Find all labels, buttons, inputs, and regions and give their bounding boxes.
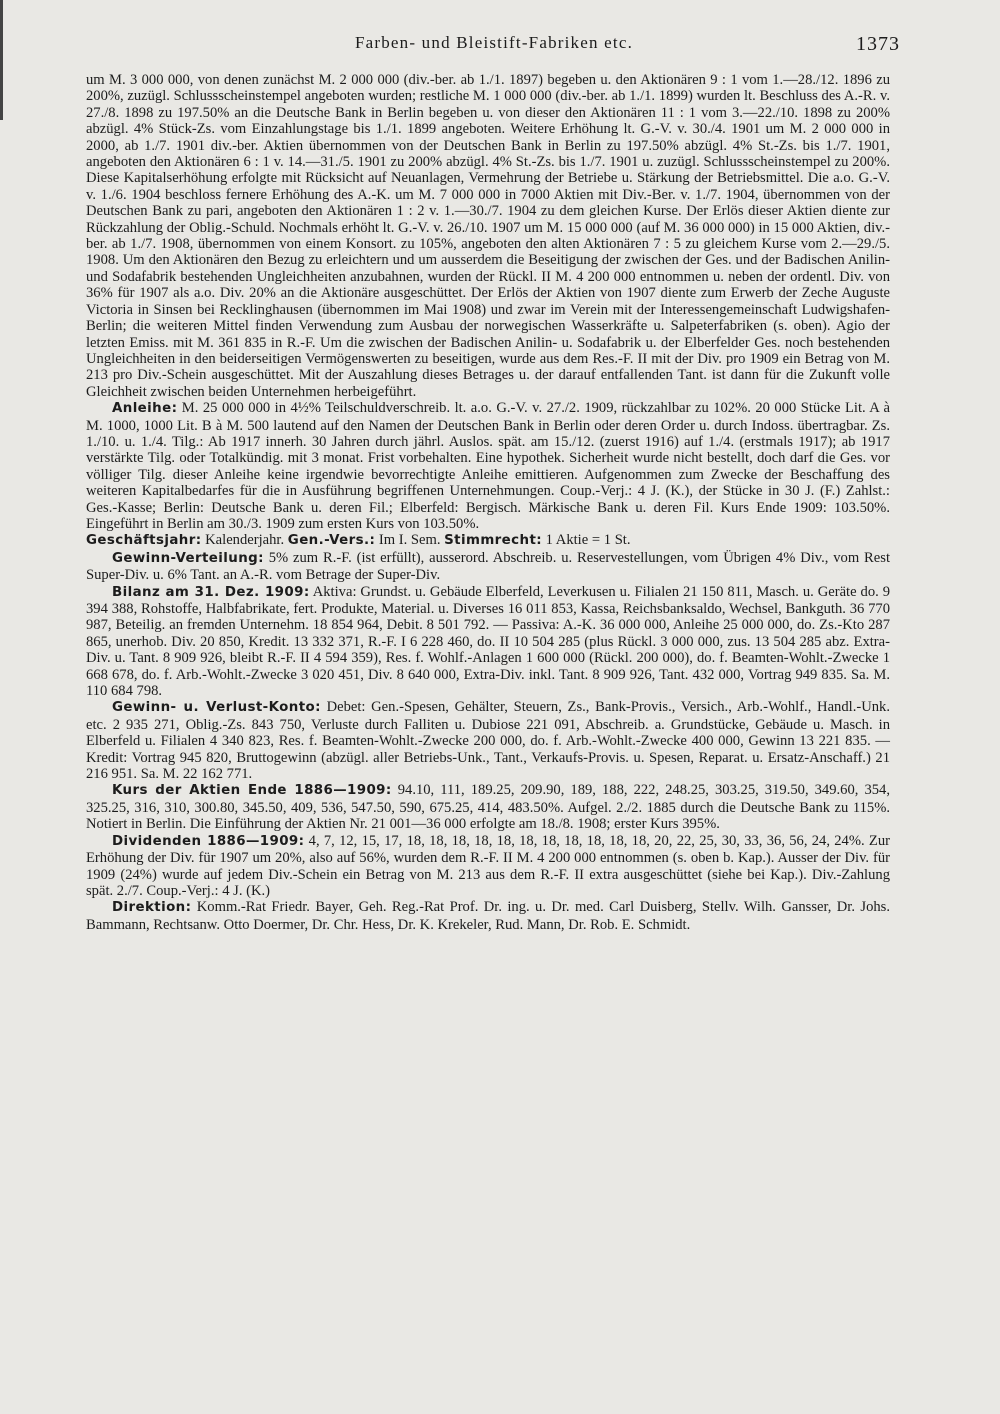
anleihe-label: Anleihe: (112, 401, 178, 417)
bilanz-label: Bilanz am 31. Dez. 1909: (112, 584, 310, 600)
stimmrecht-text: 1 Aktie = 1 St. (545, 532, 631, 549)
direktion-text: Komm.-Rat Friedr. Bayer, Geh. Reg.-Rat Prof. Dr. ing. u. Dr. med. Carl Duisberg, Stellv. Wilh. Gansser, Dr. Johs. Bammann, Rechtsanw. Otto Doermer, Dr. Chr. Hess, Dr. K. Krekeler, Rud. Mann, Dr. Rob. E. Schmidt. (86, 899, 890, 933)
gewinn-verlust-label: Gewinn- u. Verlust-Konto: (112, 700, 321, 716)
kurs-text: 94.10, 111, 189.25, 209.90, 189, 188, 222, 248.25, 303.25, 319.50, 349.60, 354, 325.25, 316, 310, 300.80, 345.50, 409, 536, 547.50, 590, 675.25, 414, 483.50%. Aufgel. 2./2. 1885 durch die Deutsche Bank zu 115%. Notiert in Berlin. Die Einführung der Aktien Nr. 21 001—36 000 erfolgte am 18./8. 1908; erster Kurs 395%. (86, 782, 890, 833)
scan-edge-mark (0, 0, 3, 120)
stimmrecht-label: Stimmrecht: (444, 533, 542, 549)
kurs-label: Kurs der Aktien Ende 1886—1909: (112, 783, 392, 799)
paragraph-gewinn-verlust (86, 699, 890, 782)
geschaeftsjahr-text: Kalenderjahr. (205, 532, 285, 549)
geschaeftsjahr-label: Geschäftsjahr: (86, 533, 202, 549)
gewinn-verteilung-text: 5% zum R.-F. (ist erfüllt), ausserord. Abschreib. u. Reservestellungen, vom Übrigen 4% Div., vom Rest Super-Div. u. 6% Tant. an A.-R. vom Betrage der Super-Div. (86, 549, 890, 584)
paragraph-gewinn-verteilung (86, 550, 890, 584)
gewinn-verlust-text: Debet: Gen.-Spesen, Gehälter, Steuern, Zs., Bank-Provis., Versich., Arb.-Wohlf., Handl.-Unk. etc. 2 935 271, Oblig.-Zs. 843 750, Verluste durch Falliten u. Dubiose 221 091, Abschreib. a. Grundstücke, Gebäude u. Masch. in Elberfeld u. Filialen 4 340 823, Res. f. Beamten-Wohlt.-Zwecke 200 000, do. f. Arb.-Wohlt.-Zwecke 400 000, Gewinn 13 221 835. — Kredit: Vortrag 945 820, Bruttogewinn (abzügl. aller Betriebs-Unk., Tant., Verkaufs-Provis. u. Spesen, Reparat. u. Ersatz-Anschaff.) 21 216 951. Sa. M. 22 162 771. (86, 699, 890, 783)
paragraph-anleihe (86, 400, 890, 532)
page-header (88, 33, 900, 63)
body-text (86, 72, 890, 933)
gewinn-verteilung-label: Gewinn-Verteilung: (112, 550, 264, 566)
running-title: Farben- und Bleistift-Fabriken etc. (354, 33, 634, 52)
anleihe-text: M. 25 000 000 in 4½% Teilschuldverschreib. lt. a.o. G.-V. v. 27./2. 1909, rückzahlbar zu 102%. 20 000 Stücke Lit. A à M. 1000, 1000 Lit. B à M. 500 lautend auf den Namen der Deutschen Bank in Berlin oder deren Order u. durch Indoss. übertragbar. Zs. 1./10. u. 1./4. Tilg.: Ab 1917 innerh. 30 Jahren durch jährl. Auslos. spät. am 15./12. (zuerst 1916) auf 1./4. (erstmals 1917); ab 1917 verstärkte Tilg. oder Totalkündig. mit 3 monat. Frist vorbehalten. Eine hypothek. Sicherheit wurde nicht bestellt, doch darf die Ges. vor völliger Tilg. dieser Anleihe keine irgendwie bevorrechtigte Anleihe emittieren. Aufgenommen zum Zwecke der Beschaffung des weiteren Kapitalbedarfes für die in Ausführung begriffenen Unternehmungen. Coup.-Verj.: 4 J. (K.), der Stücke in 30 J. (F.) Zahlst.: Ges.-Kasse; Berlin: Deutsche Bank u. deren Fil.; Elberfeld: Bergisch. Märkische Bank u. deren Fil. Kurs Ende 1909: 103.50%. Eingeführt in Berlin am 30./3. 1909 zum ersten Kurs von 103.50%. (86, 400, 890, 532)
dividenden-text: 4, 7, 12, 15, 17, 18, 18, 18, 18, 18, 18, 18, 18, 18, 18, 18, 20, 22, 25, 30, 33, 36, 56, 24, 24%. Zur Erhöhung der Div. für 1907 um 20%, also auf 56%, wurden dem R.-F. II M. 4 200 000 entnommen (s. oben b. Kap.). Ausser der Div. für 1909 (24%) wurde auf jedem Div.-Schein ein Betrag von M. 213 aus dem R.-F. II extra ausgeschüttet (siehe bei Kap.). Div.-Zahlung spät. 2./7. Coup.-Verj.: 4 J. (K.) (86, 832, 890, 899)
paragraph-dividenden (86, 833, 890, 900)
gen-vers-text: Im I. Sem. (378, 532, 441, 549)
paragraph-bilanz (86, 584, 890, 700)
paragraph-geschaeftsjahr (86, 532, 890, 549)
direktion-label: Direktion: (112, 900, 192, 916)
gen-vers-label: Gen.-Vers.: (287, 533, 376, 549)
paragraph-direktion (86, 899, 890, 933)
paragraph-capital-history: um M. 3 000 000, von denen zunächst M. 2 000 000 (div.-ber. ab 1./1. 1897) begeben u. den Aktionären 9 : 1 vom 1.—28./12. 1896 zu 200%, zuzügl. Schlussscheinstempel angeboten wurden; restliche M. 1 000 000 (div.-ber. ab 1./1. 1899) wurden lt. Beschluss des A.-R. v. 27./8. 1898 zu 197.50% an die Deutsche Bank in Berlin begeben u. von dieser den Aktionären 11 : 1 vom 3.—22./10. 1898 zu 200% abzügl. 4% Stück-Zs. vom Einzahlungstage bis 1./1. 1899 angeboten. Weitere Erhöhung lt. G.-V. v. 30./4. 1901 um M. 2 000 000 in 2000, ab 1./7. 1901 div.-ber. Aktien übernommen von der Deutschen Bank in Berlin zu 197.50% abzügl. 4% St.-Zs. bis 1./7. 1901, angeboten den Aktionären 6 : 1 v. 14.—31./5. 1901 zu 200% abzügl. 4% St.-Zs. bis 1./7. 1901 u. zuzügl. Schlussscheinstempel zu 200%. Diese Kapitalserhöhung erfolgte mit Rücksicht auf Neuanlagen, Vermehrung der Betriebe u. Stärkung der Betriebsmittel. Die a.o. G.-V. v. 1./6. 1904 beschloss fernere Erhöhung des A.-K. um M. 7 000 000 in 7000 Aktien mit Div.-Ber. v. 1./7. 1904, übernommen von der Deutschen Bank zu pari, angeboten den Aktionären 1 : 2 v. 1.—30./7. 1904 zu dem gleichen Kurse. Der Erlös dieser Aktien diente zur Rückzahlung der Oblig.-Schuld. Nochmals erhöht lt. G.-V. v. 26./10. 1907 um M. 15 000 000 (auf M. 36 000 000) in 15 000 Aktien, div.-ber. ab 1./7. 1908, übernommen von einem Konsort. zu 105%, angeboten den alten Aktionären 7 : 5 zu gleichem Kurse vom 2.—29./5. 1908. Um den Aktionären den Bezug zu erleichtern und um ausserdem die Beseitigung der zwischen der Ges. und der Badischen Anilin- und Sodafabrik bestehenden Ungleichheiten anzubahnen, wurden der Rückl. II M. 4 200 000 entnommen u. neben der ordentl. Div. von 36% für 1907 als a.o. Div. 20% an die Aktionäre ausgeschüttet. Der Erlös der Aktien von 1907 diente zum Erwerb der Zeche Auguste Victoria in Sinsen bei Recklinghausen (übernommen im Mai 1908) und zwar im Verein mit der Interessengemeinschaft Ludwigshafen-Berlin; die weiteren Mittel finden Verwendung zum Ausbau der norwegischen Wasserkräfte u. Salpeterfabriken (s. oben). Agio der letzten Emiss. mit M. 361 835 in R.-F. Um die zwischen der Badischen Anilin- u. Sodafabrik u. der Elberfelder Ges. noch bestehenden Ungleichheiten in den beiderseitigen Vermögenswerten zu beseitigen, wurde aus dem Res.-F. II mit der Div. pro 1909 ein Betrag von M. 213 pro Div.-Schein ausgeschüttet. Mit der Auszahlung dieses Betrages u. der darauf entfallenden Tant. ist dann für die Zukunft volle Gleichheit zwischen beiden Unternehmen herbeigeführt. (86, 72, 890, 400)
page-number: 1373 (856, 33, 900, 55)
dividenden-label: Dividenden 1886—1909: (112, 833, 305, 849)
bilanz-text: Aktiva: Grundst. u. Gebäude Elberfeld, Leverkusen u. Filialen 21 150 811, Masch. u. Geräte do. 9 394 388, Rohstoffe, Halbfabrikate, fert. Produkte, Material. u. Diverses 16 011 853, Kassa, Reichsbanksaldo, Wechsel, Bankguth. 36 770 987, Beteilig. an fremden Unternehm. 18 854 964, Debit. 8 501 792. — Passiva: A.-K. 36 000 000, Anleihe 25 000 000, do. Zs.-Kto 287 865, unerhob. Div. 20 850, Kredit. 13 332 371, R.-F. I 6 228 460, do. II 10 504 285 (plus Rückl. 3 000 000, zus. 13 504 285 abz. Extra-Div. u. Tant. 8 909 926, bleibt R.-F. II 4 594 359), Res. f. Wohlf.-Anlagen 1 600 000 (Rückl. 200 000), do. f. Beamten-Wohlt.-Zwecke 1 668 678, do. f. Arb.-Wohlt.-Zwecke 3 020 451, Div. 8 640 000, Extra-Div. inkl. Tant. 8 909 926, Tant. 432 000, Vortrag 949 835. Sa. M. 110 684 798. (86, 583, 890, 700)
paragraph-kurs (86, 782, 890, 832)
